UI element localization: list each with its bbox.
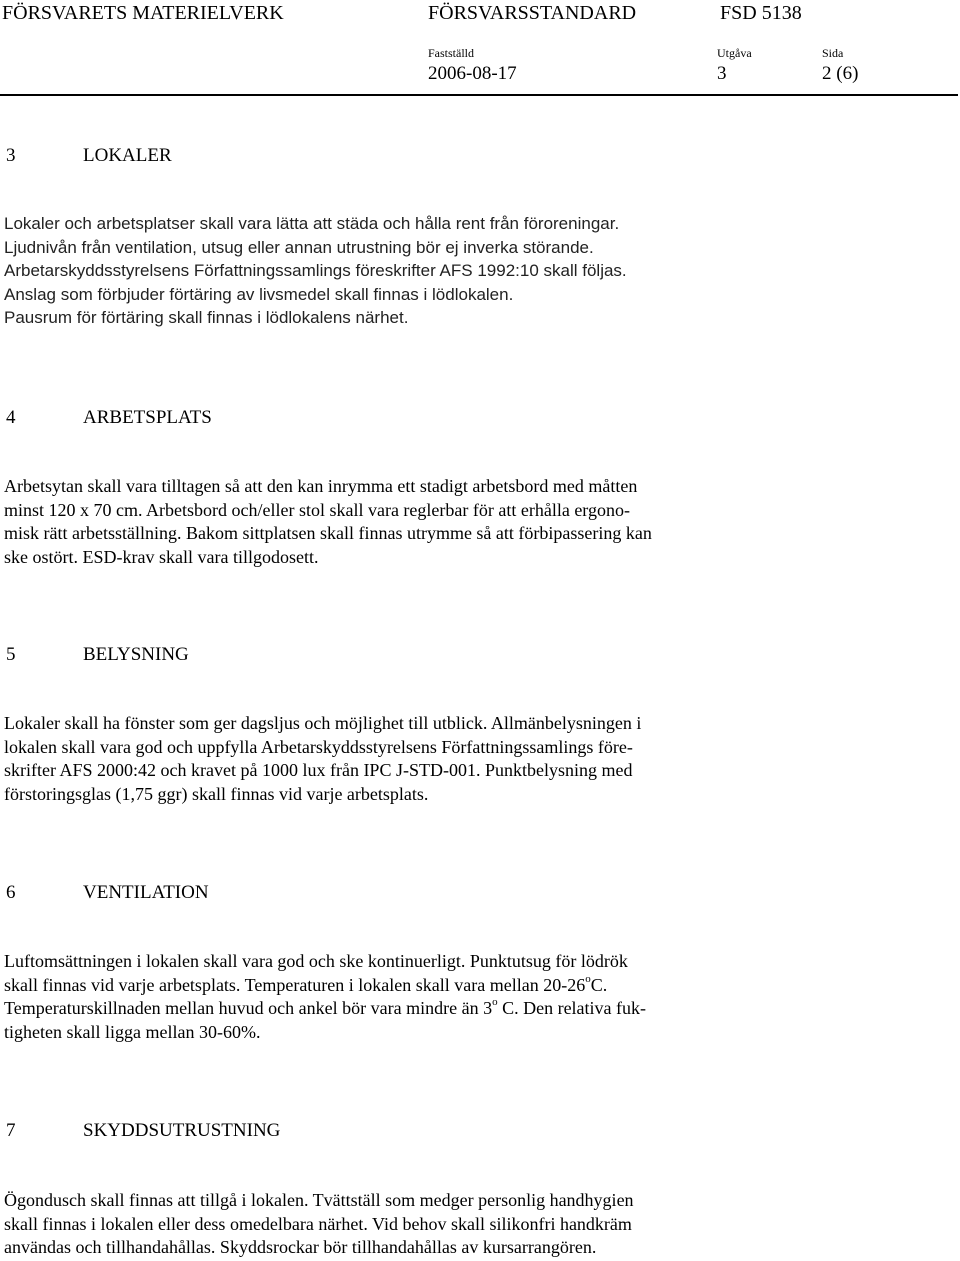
- body-line: Arbetarskyddsstyrelsens Författningssamlings föreskrifter AFS 1992:10 skall följas.: [4, 261, 627, 281]
- body-line: användas och tillhandahållas. Skyddsrockar bör tillhandahållas av kursarrangören.: [4, 1237, 597, 1257]
- body-line: skrifter AFS 2000:42 och kravet på 1000 lux från IPC J-STD-001. Punktbelysning med: [4, 760, 633, 780]
- section-title: ARBETSPLATS: [83, 407, 212, 428]
- issue-label: Utgåva: [717, 46, 752, 60]
- header-labels: [0, 45, 960, 61]
- section-heading: [4, 1119, 954, 1143]
- section-number: 5: [6, 644, 16, 665]
- body-line: förstoringsglas (1,75 ggr) skall finnas vid varje arbetsplats.: [4, 783, 429, 804]
- section-ventilation: [4, 881, 954, 1044]
- degree-superscript: o: [492, 996, 498, 1008]
- body-line: skall finnas i lokalen eller dess omedelbara närhet. Vid behov skall silikonfri handkräm: [4, 1213, 632, 1234]
- section-body: [4, 712, 954, 806]
- body-line: Lokaler och arbetsplatser skall vara lätta att städa och hålla rent från föroreningar.: [4, 214, 620, 233]
- section-number: 4: [6, 407, 16, 428]
- body-line: Lokaler skall ha fönster som ger dagsljus och möjlighet till utblick. Allmänbelysningen i: [4, 713, 642, 733]
- section-lokaler: [4, 144, 954, 330]
- body-line: Anslag som förbjuder förtäring av livsmedel skall finnas i lödlokalen.: [4, 284, 514, 304]
- section-title: BELYSNING: [83, 644, 189, 665]
- body-line: skall finnas vid varje arbetsplats. Temperaturen i lokalen skall vara mellan 20-26$^o$C.: [4, 972, 608, 995]
- body-line: lokalen skall vara god och uppfylla Arbetarskyddsstyrelsens Författningssamlings före-: [4, 736, 633, 757]
- body-line: Temperaturskillnaden mellan huvud och ankel bör vara mindre än 3$^o$ C. Den relativa fuk-: [4, 996, 647, 1018]
- section-number: 7: [6, 1120, 16, 1141]
- section-number: 6: [6, 882, 16, 903]
- body-line: minst 120 x 70 cm. Arbetsbord och/eller stol skall vara reglerbar för att erhålla ergono-: [4, 499, 630, 520]
- page-label: Sida: [822, 46, 844, 60]
- body-line: ske ostört. ESD-krav skall vara tillgodosett.: [4, 546, 319, 567]
- body-line: Ögondusch skall finnas att tillgå i lokalen. Tvättställ som medger personlig handhygien: [4, 1190, 634, 1210]
- degree-superscript: o: [585, 972, 591, 985]
- body-line: misk rätt arbetsställning. Bakom sittplatsen skall finnas utrymme så att förbipassering kan: [4, 523, 652, 543]
- section-skyddsutrustning: [4, 1119, 954, 1260]
- body-line: Luftomsättningen i lokalen skall vara god och ske kontinuerligt. Punktutsug för lödrök: [4, 951, 628, 971]
- section-title: LOKALER: [83, 145, 172, 166]
- header-values: [0, 62, 960, 86]
- date-label: Fastställd: [428, 46, 475, 60]
- issue-value: 3: [717, 63, 727, 84]
- section-heading: [4, 406, 954, 430]
- section-body: [4, 475, 954, 569]
- section-title: VENTILATION: [83, 882, 209, 903]
- section-arbetsplats: [4, 406, 954, 569]
- date-value: 2006-08-17: [428, 63, 517, 84]
- section-heading: [4, 144, 954, 168]
- body-line: Pausrum för förtäring skall finnas i lödlokalens närhet.: [4, 308, 409, 328]
- section-body: [4, 212, 954, 330]
- section-heading: [4, 643, 954, 667]
- section-belysning: [4, 643, 954, 806]
- section-heading: [4, 881, 954, 905]
- section-title: SKYDDSUTRUSTNING: [83, 1120, 281, 1141]
- organization-name: FÖRSVARETS MATERIELVERK: [2, 2, 284, 24]
- body-line: tigheten skall ligga mellan 30-60%.: [4, 1021, 261, 1042]
- document-number: FSD 5138: [720, 2, 802, 24]
- standard-type: FÖRSVARSSTANDARD: [428, 2, 637, 24]
- page-value: 2 (6): [822, 63, 859, 84]
- section-number: 3: [6, 145, 16, 166]
- body-line: Arbetsytan skall vara tilltagen så att den kan inrymma ett stadigt arbetsbord med måtten: [4, 476, 638, 496]
- body-line: Ljudnivån från ventilation, utsug eller annan utrustning bör ej inverka störande.: [4, 237, 594, 257]
- header-divider: [0, 94, 958, 96]
- document-header: [0, 1, 960, 25]
- section-body: [4, 950, 954, 1044]
- section-body: [4, 1189, 954, 1260]
